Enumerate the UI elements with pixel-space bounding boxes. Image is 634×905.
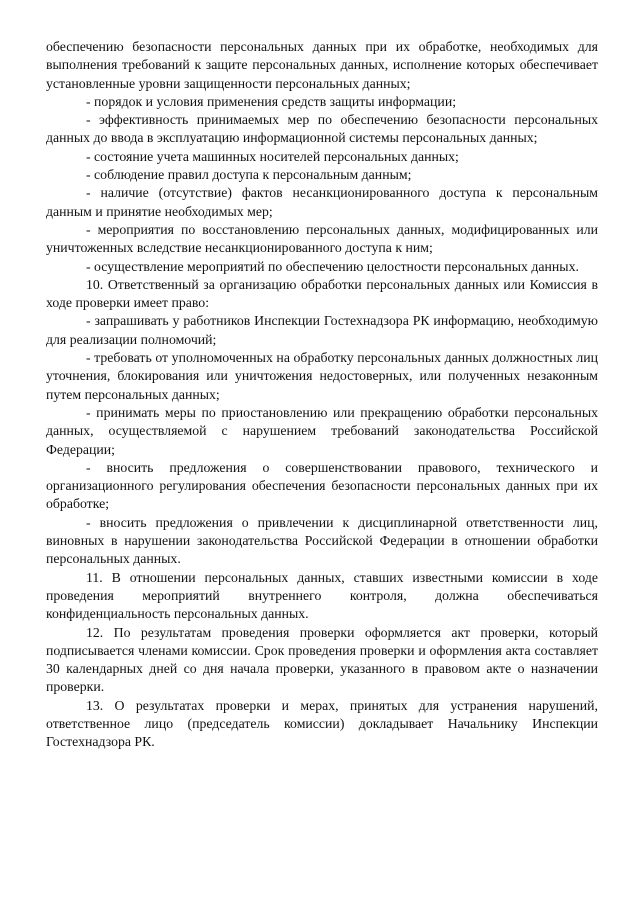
paragraph: - требовать от уполномоченных на обработку персональных данных должностных лиц уточнения, блокирования или уничтожения недостоверных, или полученных незаконным путем персональных данных; <box>46 350 598 402</box>
document-page <box>46 38 598 752</box>
paragraph: - мероприятия по восстановлению персональных данных, модифицированных или уничтоженных вследствие несанкционированного доступа к ним; <box>46 221 598 256</box>
paragraph: - вносить предложения о совершенствовании правового, технического и организационного регулирования обеспечения безопасности персональных данных при их обработке; <box>46 459 598 512</box>
paragraph: - порядок и условия применения средств защиты информации; <box>86 93 457 109</box>
paragraph: 13. О результатах проверки и мерах, принятых для устранения нарушений, ответственное лицо (председатель комиссии) докладывает Начальнику Инспекции Гостехнадзора РК. <box>46 697 598 750</box>
paragraph: 11. В отношении персональных данных, ставших известными комиссии в ходе проведения мероприятий внутреннего контроля, должна обеспечиваться конфиденциальность персональных данных. <box>46 569 598 622</box>
paragraph: - соблюдение правил доступа к персональным данным; <box>86 167 412 183</box>
paragraph: обеспечению безопасности персональных данных при их обработке, необходимых для выполнения требований к защите персональных данных, исполнение которых обеспечивает установленные уровни защищенности персональных данных; <box>46 39 598 91</box>
paragraph: - наличие (отсутствие) фактов несанкционированного доступа к персональным данным и принятие необходимых мер; <box>46 185 598 219</box>
paragraph: - осуществление мероприятий по обеспечению целостности персональных данных. <box>86 258 579 274</box>
paragraph: - вносить предложения о привлечении к дисциплинарной ответственности лиц, виновных в нарушении законодательства Российской Федерации в отношении обработки персональных данных. <box>46 514 598 567</box>
paragraph: - принимать меры по приостановлению или прекращению обработки персональных данных, осуществляемой с нарушением требований законодательства Российской Федерации; <box>46 404 598 457</box>
paragraph: - запрашивать у работников Инспекции Гостехнадзора РК информацию, необходимую для реализации полномочий; <box>46 313 598 347</box>
paragraph: 10. Ответственный за организацию обработки персональных данных или Комиссия в ходе проверки имеет право: <box>46 276 598 311</box>
paragraph: - эффективность принимаемых мер по обеспечению безопасности персональных данных до ввода в эксплуатацию информационной системы персональных данных; <box>46 112 598 146</box>
paragraph: 12. По результатам проведения проверки оформляется акт проверки, который подписывается членами комиссии. Срок проведения проверки и оформления акта составляет 30 календарных дней со дня начала проверки, указанного в правовом акте о назначении проверки. <box>46 624 598 695</box>
paragraph: - состояние учета машинных носителей персональных данных; <box>86 148 459 164</box>
